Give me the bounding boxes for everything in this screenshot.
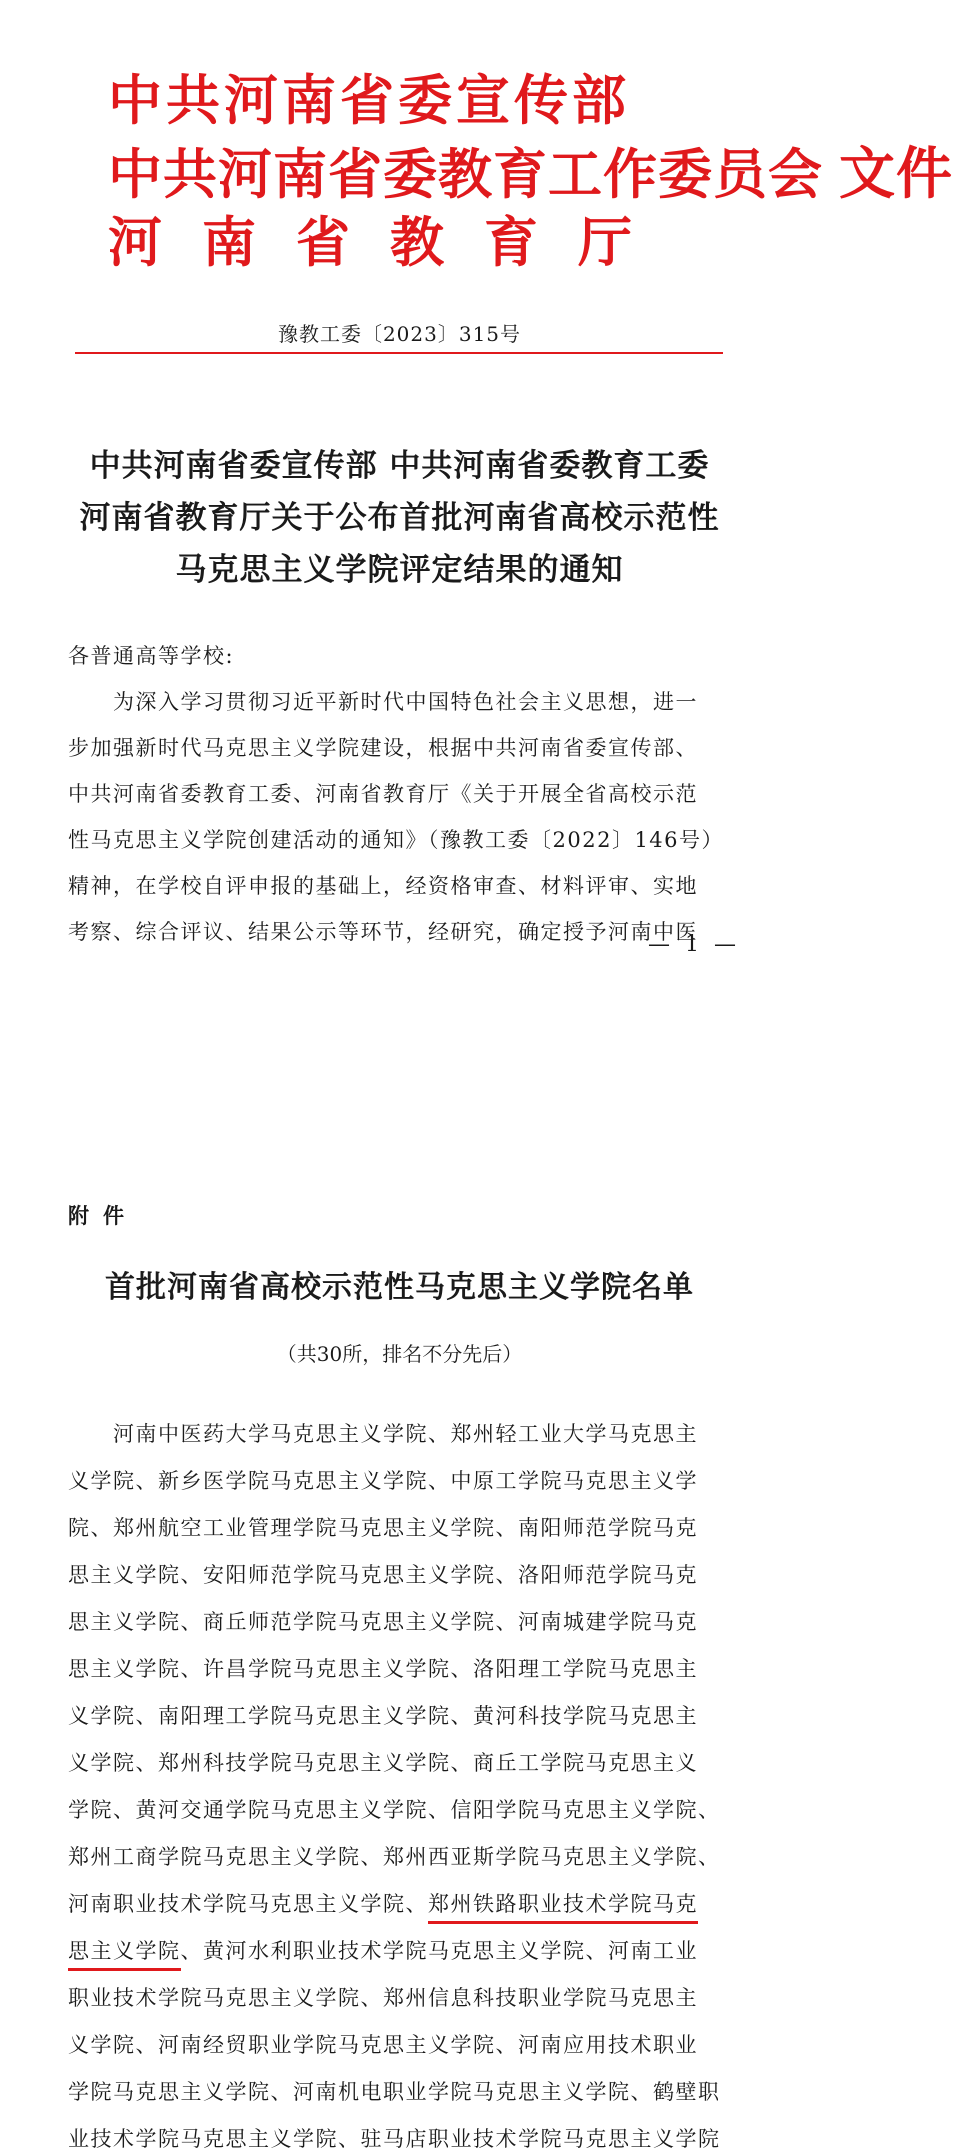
issuer-line-2	[108, 130, 953, 210]
page-number: — 1 —	[648, 932, 740, 957]
attachment-label: 附件	[68, 1203, 138, 1228]
list-line: 学院、黄河交通学院马克思主义学院、信阳学院马克思主义学院、	[68, 1798, 721, 1822]
body-line: 为深入学习贯彻习近平新时代中国特色社会主义思想，进一	[68, 690, 698, 714]
highlighted-institution: 郑州铁路职业技术学院马克	[428, 1888, 698, 1918]
list-line: 义学院、新乡医学院马克思主义学院、中原工学院马克思主义学	[68, 1469, 698, 1493]
list-line: 义学院、郑州科技学院马克思主义学院、商丘工学院马克思主义	[68, 1751, 698, 1775]
list-title: 首批河南省高校示范性马克思主义学院名单	[105, 1270, 694, 1305]
document-page-1	[0, 0, 953, 1000]
body-line: 性马克思主义学院创建活动的通知》（豫教工委〔2022〕146号）	[68, 828, 725, 852]
issuer-line-2-text: 中共河南省委教育工作委员会	[108, 143, 823, 206]
list-line: 河南中医药大学马克思主义学院、郑州轻工业大学马克思主	[68, 1422, 698, 1446]
body-line: 步加强新时代马克思主义学院建设，根据中共河南省委宣传部、	[68, 736, 698, 760]
list-line: 义学院、河南经贸职业学院马克思主义学院、河南应用技术职业	[68, 2033, 698, 2057]
list-line-highlighted	[68, 1935, 698, 1965]
doc-number: 豫教工委〔2023〕315号	[277, 322, 522, 346]
list-line: 院、郑州航空工业管理学院马克思主义学院、南阳师范学院马克	[68, 1516, 698, 1540]
list-line: 职业技术学院马克思主义学院、郑州信息科技职业学院马克思主	[68, 1986, 698, 2010]
list-line: 思主义学院、商丘师范学院马克思主义学院、河南城建学院马克	[68, 1610, 698, 1634]
list-line: 思主义学院、安阳师范学院马克思主义学院、洛阳师范学院马克	[68, 1563, 698, 1587]
list-line: 业技术学院马克思主义学院、驻马店职业技术学院马克思主义学院	[68, 2127, 721, 2151]
body-line: 中共河南省委教育工委、河南省教育厅《关于开展全省高校示范	[68, 782, 698, 806]
red-divider	[75, 352, 723, 354]
salutation: 各普通高等学校:	[68, 644, 235, 668]
list-line-part: 河南职业技术学院马克思主义学院、	[68, 1892, 428, 1916]
list-line: 思主义学院、许昌学院马克思主义学院、洛阳理工学院马克思主	[68, 1657, 698, 1681]
list-line: 学院马克思主义学院、河南机电职业学院马克思主义学院、鹤壁职	[68, 2080, 721, 2104]
body-line: 精神，在学校自评申报的基础上，经资格审查、材料评审、实地	[68, 874, 698, 898]
list-line-part: 、黄河水利职业技术学院马克思主义学院、河南工业	[180, 1939, 698, 1963]
issuer-line-1: 中共河南省委宣传部	[108, 69, 630, 132]
notice-title-line-2: 河南省教育厅关于公布首批河南省高校示范性	[79, 500, 720, 536]
highlighted-institution-cont: 思主义学院	[68, 1935, 181, 1965]
notice-title-line-1: 中共河南省委宣传部 中共河南省委教育工委	[89, 448, 710, 484]
count-note: （共30所，排名不分先后）	[276, 1342, 523, 1366]
notice-title-line-3: 马克思主义学院评定结果的通知	[175, 552, 624, 588]
issuer-line-3: 河南省教育厅	[108, 211, 672, 274]
wenjian-label: 文件	[839, 142, 953, 207]
list-line: 义学院、南阳理工学院马克思主义学院、黄河科技学院马克思主	[68, 1704, 698, 1728]
body-line: 考察、综合评议、结果公示等环节，经研究，确定授予河南中医	[68, 920, 698, 944]
list-line: 郑州工商学院马克思主义学院、郑州西亚斯学院马克思主义学院、	[68, 1845, 721, 1869]
list-line-highlighted	[68, 1888, 698, 1918]
